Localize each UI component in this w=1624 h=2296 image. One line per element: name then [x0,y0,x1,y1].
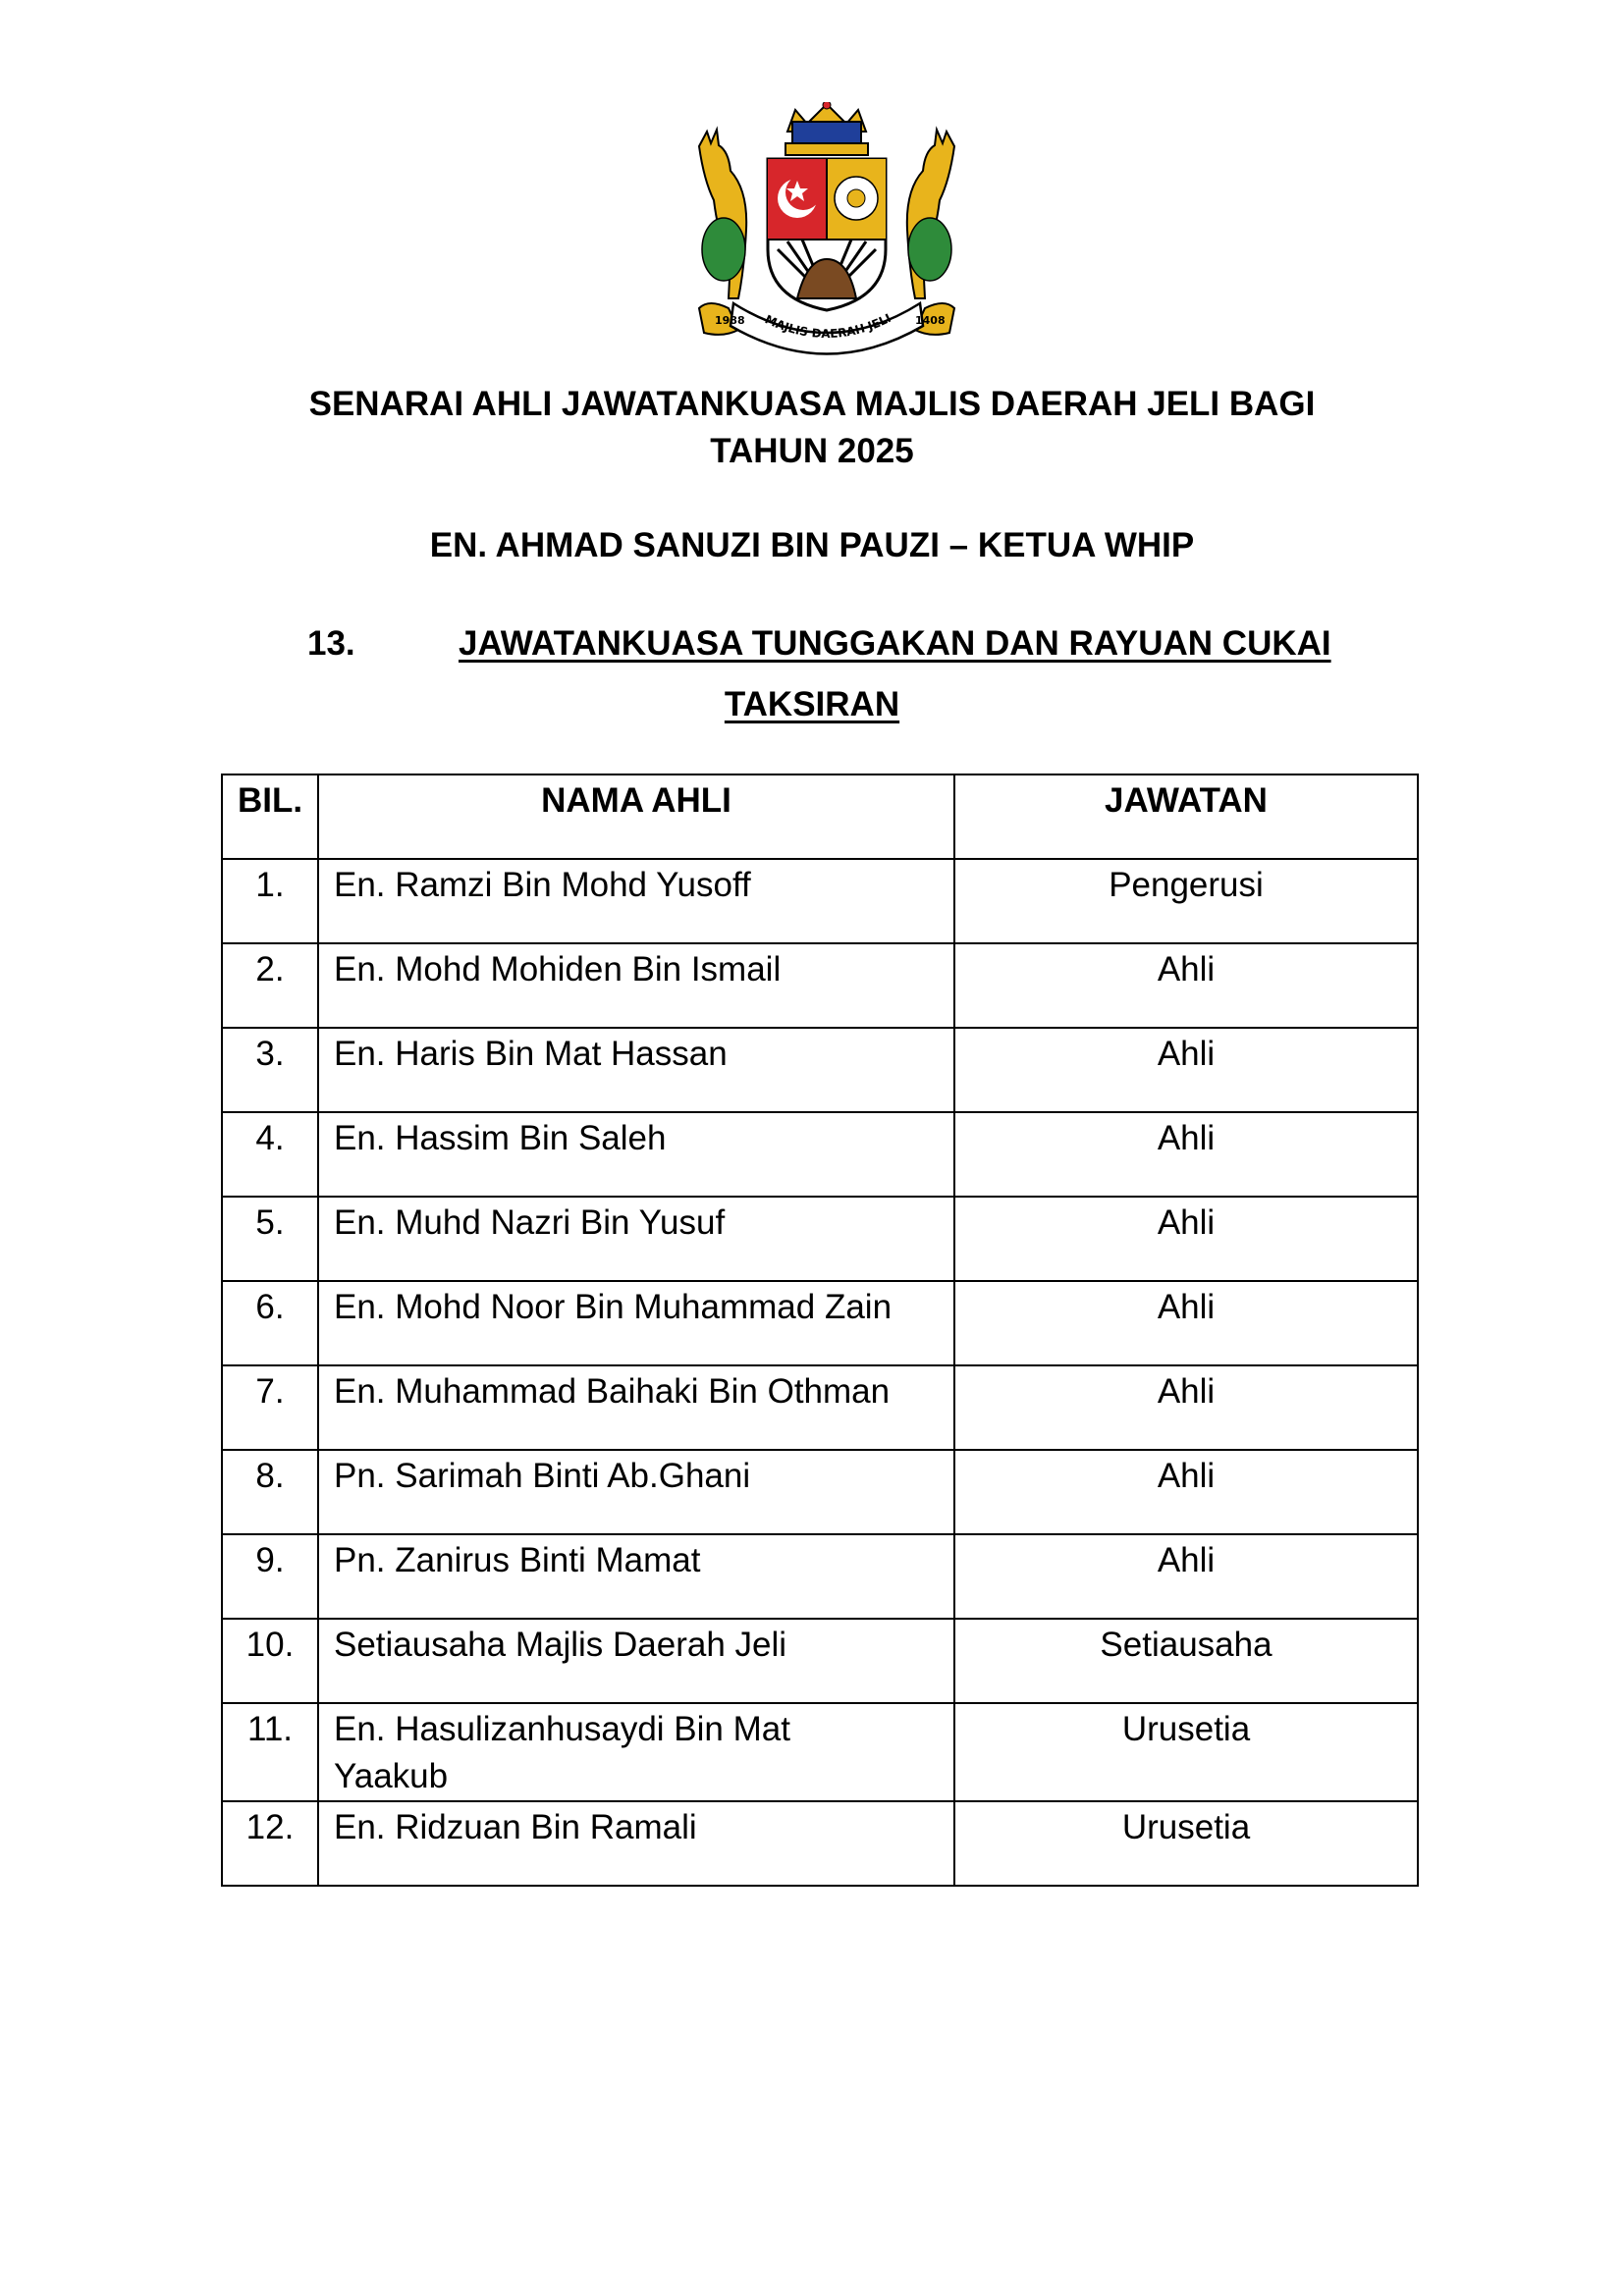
table-row [222,1703,1418,1801]
row-number: 5. [222,1197,318,1281]
member-position: Urusetia [954,1703,1418,1801]
member-name: En. Mohd Noor Bin Muhammad Zain [318,1281,954,1365]
member-name: Pn. Sarimah Binti Ab.Ghani [318,1450,954,1534]
table-row [222,1028,1418,1112]
ribbon-year-right: 1408 [915,314,946,327]
committee-members-table [221,774,1419,1887]
row-number: 6. [222,1281,318,1365]
section-title-line2: TAKSIRAN [724,685,900,723]
member-position: Ahli [954,1197,1418,1281]
column-header-nama-ahli: NAMA AHLI [318,774,954,859]
member-position: Ahli [954,1281,1418,1365]
member-name: En. Ridzuan Bin Ramali [318,1801,954,1886]
row-number: 12. [222,1801,318,1886]
row-number: 4. [222,1112,318,1197]
member-position: Ahli [954,943,1418,1028]
member-name: En. Ramzi Bin Mohd Yusoff [318,859,954,943]
ribbon-year-left: 1988 [715,314,745,327]
member-name: En. Hasulizanhusaydi Bin Mat Yaakub [318,1703,954,1801]
section-title-line1: JAWATANKUASA TUNGGAKAN DAN RAYUAN CUKAI [459,624,1331,663]
table-row [222,1281,1418,1365]
table-row [222,1450,1418,1534]
table-row [222,1365,1418,1450]
member-name: Pn. Zanirus Binti Mamat [318,1534,954,1619]
member-position: Ahli [954,1028,1418,1112]
member-name: En. Haris Bin Mat Hassan [318,1028,954,1112]
member-position: Ahli [954,1112,1418,1197]
table-row [222,859,1418,943]
member-position: Pengerusi [954,859,1418,943]
member-position: Ahli [954,1534,1418,1619]
section-number: 13. [307,624,355,663]
table-row [222,1534,1418,1619]
table-row [222,1197,1418,1281]
table-row [222,1619,1418,1703]
member-name-continued: Yaakub [334,1757,449,1795]
member-name: En. Mohd Mohiden Bin Ismail [318,943,954,1028]
row-number: 10. [222,1619,318,1703]
member-position: Setiausaha [954,1619,1418,1703]
row-number: 3. [222,1028,318,1112]
document-title-line1: SENARAI AHLI JAWATANKUASA MAJLIS DAERAH JELI BAGI [308,385,1316,423]
table-row [222,1801,1418,1886]
majlis-daerah-jeli-emblem [679,102,974,357]
member-position: Urusetia [954,1801,1418,1886]
member-name: Setiausaha Majlis Daerah Jeli [318,1619,954,1703]
member-position: Ahli [954,1365,1418,1450]
column-header-jawatan: JAWATAN [954,774,1418,859]
row-number: 8. [222,1450,318,1534]
row-number: 2. [222,943,318,1028]
row-number: 9. [222,1534,318,1619]
member-name: En. Muhd Nazri Bin Yusuf [318,1197,954,1281]
document-title-line2: TAHUN 2025 [710,432,914,470]
member-name: En. Hassim Bin Saleh [318,1112,954,1197]
table-row [222,1112,1418,1197]
chair-line: EN. AHMAD SANUZI BIN PAUZI – KETUA WHIP [429,526,1195,564]
column-header-bil: BIL. [222,774,318,859]
member-name: En. Muhammad Baihaki Bin Othman [318,1365,954,1450]
row-number: 11. [222,1703,318,1801]
ribbon-text: MAJLIS DAERAH JELI [762,310,893,342]
row-number: 7. [222,1365,318,1450]
row-number: 1. [222,859,318,943]
table-row [222,943,1418,1028]
member-position: Ahli [954,1450,1418,1534]
table-header-row [222,774,1418,859]
